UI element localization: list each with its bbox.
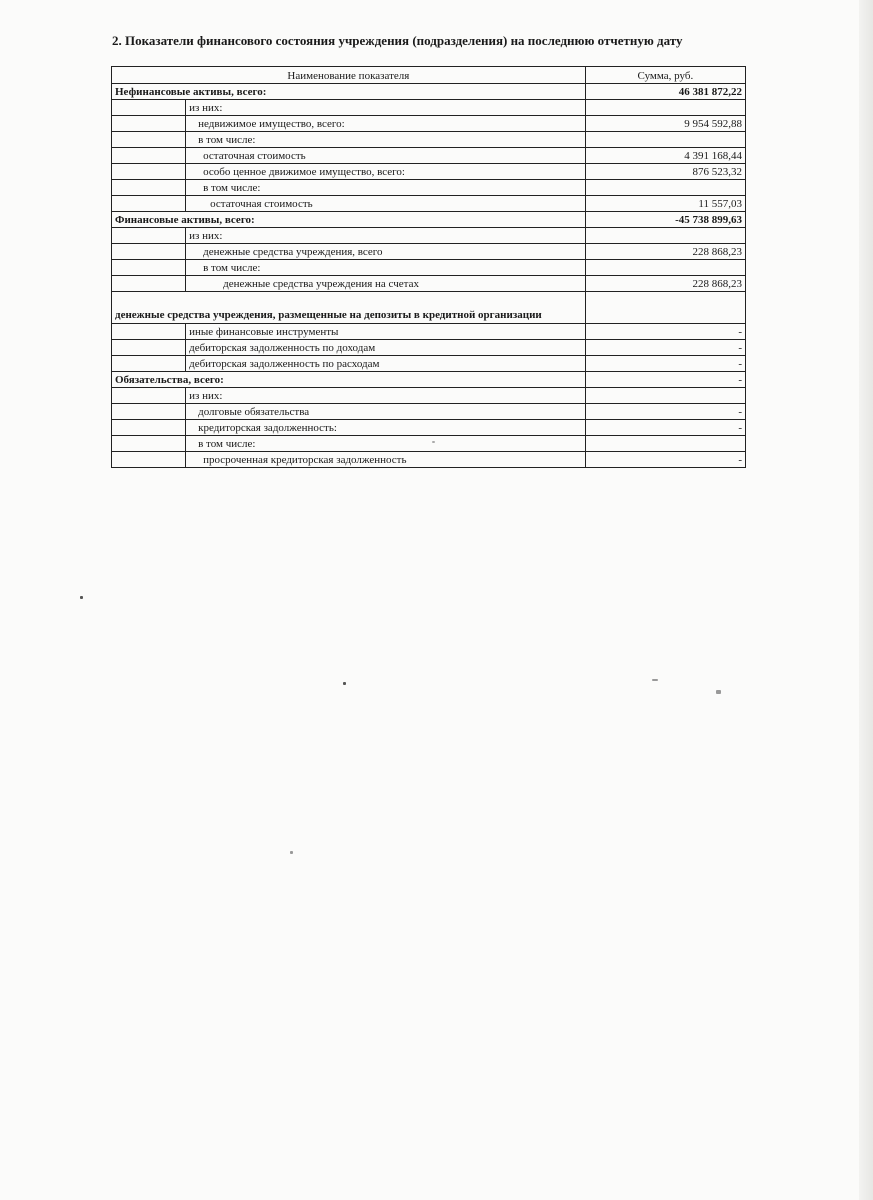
row-label-cell [186, 404, 586, 420]
empty-cell [112, 404, 186, 420]
table-row [112, 212, 746, 228]
header-indicator-name: Наименование показателя [112, 67, 586, 84]
row-amount: 9 954 592,88 [585, 116, 745, 132]
row-amount [585, 388, 745, 404]
empty-cell [112, 420, 186, 436]
scan-speck [716, 690, 721, 694]
row-label: из них: [186, 228, 586, 244]
row-label: из них: [186, 100, 586, 116]
empty-cell [112, 148, 186, 164]
row-label-cell [186, 260, 586, 276]
table-row [112, 84, 746, 100]
row-amount [585, 436, 745, 452]
empty-cell [112, 452, 186, 468]
table-row [112, 340, 746, 356]
table-row [112, 388, 746, 404]
row-label: денежные средства учреждения, всего [203, 246, 383, 258]
table-row [112, 324, 746, 340]
row-amount: 46 381 872,22 [585, 84, 745, 100]
row-amount [585, 228, 745, 244]
table-row [112, 132, 746, 148]
row-label: в том числе: [203, 262, 261, 274]
row-label-cell [186, 148, 586, 164]
row-amount [585, 100, 745, 116]
row-label: остаточная стоимость [203, 150, 306, 162]
row-label: долговые обязательства [198, 406, 310, 418]
table-row [112, 180, 746, 196]
row-label: в том числе: [198, 438, 256, 450]
row-amount: - [585, 372, 745, 388]
row-amount: 228 868,23 [585, 276, 745, 292]
row-label-cell [186, 276, 586, 292]
financial-indicators-table [111, 66, 746, 468]
row-label: дебиторская задолженность по доходам [186, 340, 586, 356]
row-label: кредиторская задолженность: [198, 422, 337, 434]
row-label: Нефинансовые активы, всего: [112, 84, 586, 100]
empty-cell [112, 260, 186, 276]
table-row [112, 116, 746, 132]
empty-cell [112, 436, 186, 452]
empty-cell [112, 324, 186, 340]
row-label-cell [186, 420, 586, 436]
row-label: просроченная кредиторская задолженность [203, 454, 407, 466]
row-amount [585, 132, 745, 148]
empty-cell [112, 388, 186, 404]
row-amount: 4 391 168,44 [585, 148, 745, 164]
table-row [112, 420, 746, 436]
row-label: Финансовые активы, всего: [112, 212, 586, 228]
header-amount: Сумма, руб. [585, 67, 745, 84]
row-amount: 11 557,03 [585, 196, 745, 212]
row-label: из них: [186, 388, 586, 404]
table-row [112, 292, 746, 324]
section-title: 2. Показатели финансового состояния учреждения (подразделения) на последнюю отчетную дату [112, 33, 683, 48]
empty-cell [112, 244, 186, 260]
row-label-cell [186, 132, 586, 148]
table-row [112, 244, 746, 260]
table-row [112, 436, 746, 452]
row-label-cell [186, 452, 586, 468]
row-label: денежные средства учреждения на счетах [223, 278, 419, 290]
row-label: в том числе: [203, 182, 261, 194]
empty-cell [112, 356, 186, 372]
scan-speck [80, 596, 83, 599]
empty-cell [112, 116, 186, 132]
row-amount: - [585, 340, 745, 356]
scan-speck [652, 679, 658, 681]
row-amount: - [585, 452, 745, 468]
empty-cell [112, 196, 186, 212]
scan-speck [432, 441, 435, 443]
table-row [112, 100, 746, 116]
table-row [112, 164, 746, 180]
row-label-cell [186, 436, 586, 452]
row-label-cell [186, 244, 586, 260]
row-label: дебиторская задолженность по расходам [186, 356, 586, 372]
empty-cell [112, 164, 186, 180]
table-row [112, 356, 746, 372]
empty-cell [112, 132, 186, 148]
row-label: особо ценное движимое имущество, всего: [203, 166, 405, 178]
scan-speck [343, 682, 346, 685]
table-row [112, 372, 746, 388]
row-label: недвижимое имущество, всего: [198, 118, 345, 130]
row-amount: 876 523,32 [585, 164, 745, 180]
row-amount: 228 868,23 [585, 244, 745, 260]
empty-cell [112, 100, 186, 116]
row-amount [585, 180, 745, 196]
empty-cell [112, 276, 186, 292]
table-row [112, 228, 746, 244]
empty-cell [112, 340, 186, 356]
empty-cell [112, 228, 186, 244]
empty-cell [112, 180, 186, 196]
table-header-row [112, 67, 746, 84]
table-row [112, 452, 746, 468]
row-label: денежные средства учреждения, размещенные на депозиты в кредитной организации [112, 292, 586, 324]
row-label-cell [186, 180, 586, 196]
scan-speck [290, 851, 293, 854]
table-row [112, 276, 746, 292]
row-label-cell [186, 196, 586, 212]
row-label: остаточная стоимость [210, 198, 313, 210]
row-amount [585, 292, 745, 324]
table-row [112, 260, 746, 276]
table-row [112, 148, 746, 164]
row-amount: - [585, 404, 745, 420]
scan-page-edge [859, 0, 873, 1200]
row-label: иные финансовые инструменты [186, 324, 586, 340]
table-row [112, 196, 746, 212]
row-label: Обязательства, всего: [112, 372, 586, 388]
row-amount [585, 260, 745, 276]
row-amount: -45 738 899,63 [585, 212, 745, 228]
row-label: в том числе: [198, 134, 256, 146]
table-row [112, 404, 746, 420]
row-amount: - [585, 324, 745, 340]
row-label-cell [186, 116, 586, 132]
row-amount: - [585, 356, 745, 372]
row-label-cell [186, 164, 586, 180]
row-amount: - [585, 420, 745, 436]
